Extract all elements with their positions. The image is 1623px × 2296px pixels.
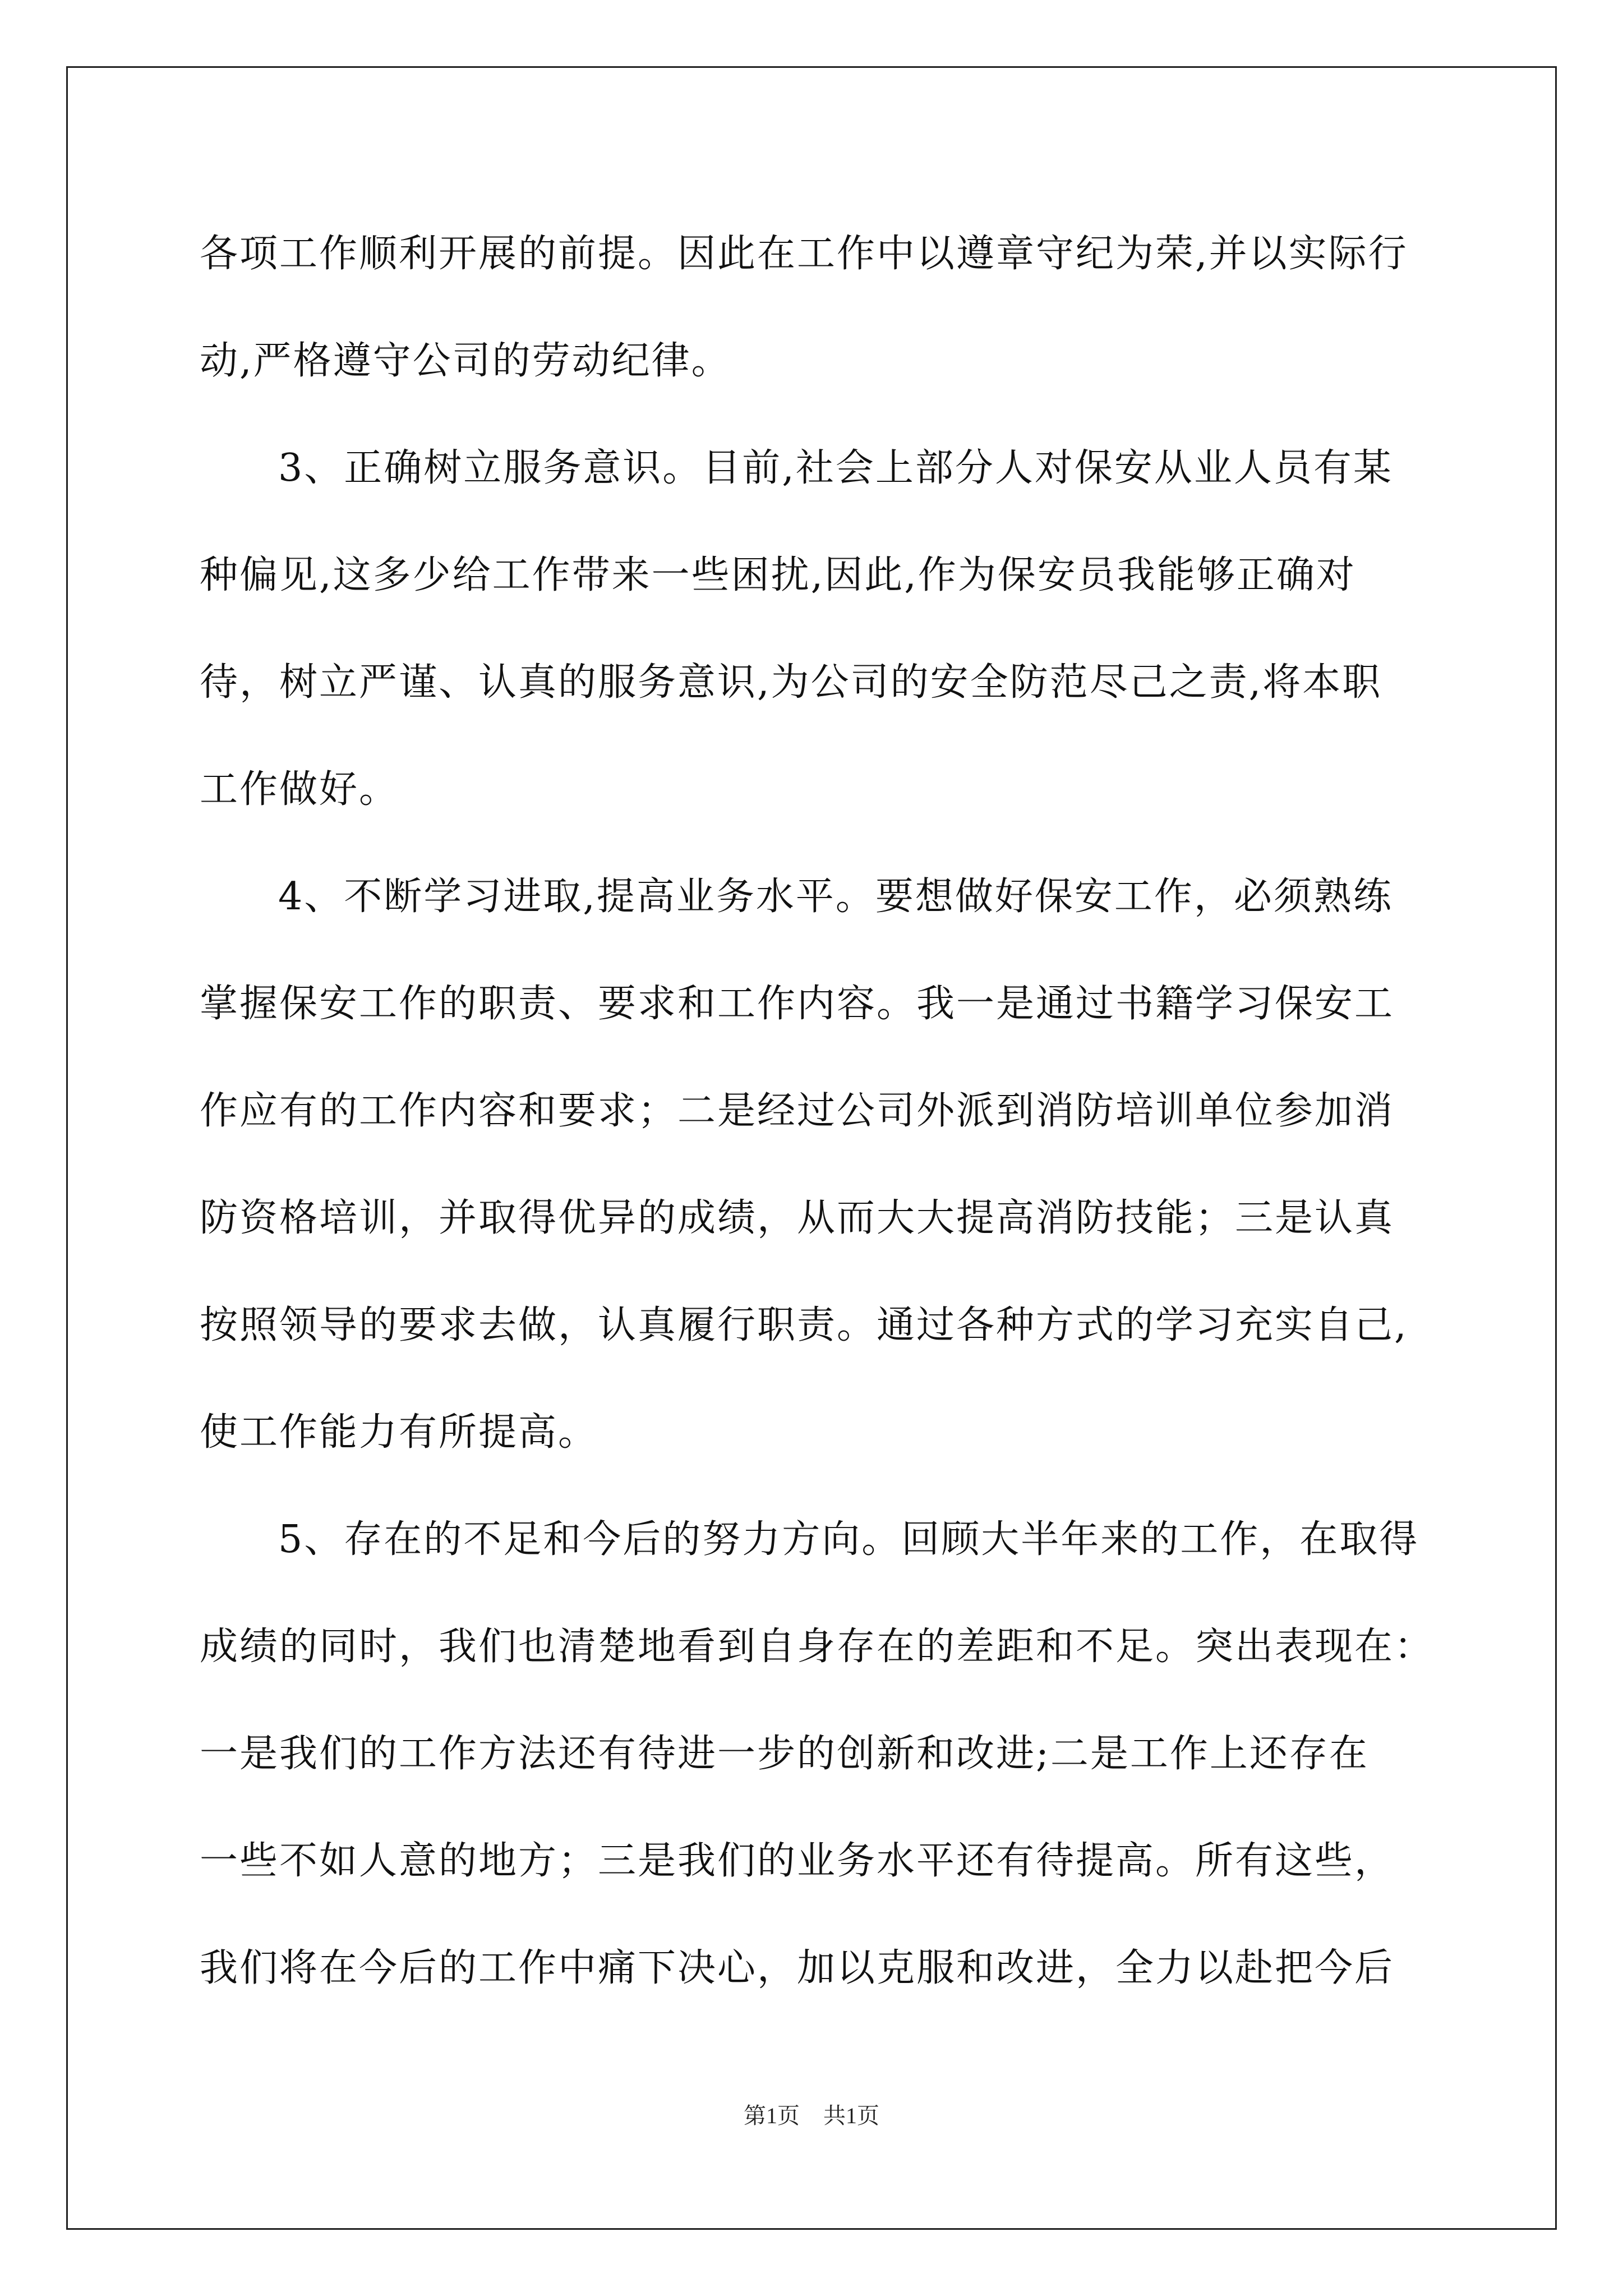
paragraph-start-line: 5、存在的不足和今后的努力方向。回顾大半年来的工作，在取得 (278, 1517, 1419, 1562)
text-line: 一些不如人意的地方；三是我们的业务水平还有待提高。所有这些， (200, 1839, 1395, 1883)
text-line: 按照领导的要求去做，认真履行职责。通过各种方式的学习充实自己, (200, 1303, 1408, 1347)
text-line: 防资格培训，并取得优异的成绩，从而大大提高消防技能；三是认真 (200, 1196, 1395, 1240)
text-line: 工作做好。 (200, 767, 399, 812)
page-footer (0, 2098, 1623, 2130)
page-total: 共1页 (823, 2103, 879, 2128)
document-body (200, 200, 1433, 2022)
text-line: 一是我们的工作方法还有待进一步的创新和改进;二是工作上还存在 (200, 1732, 1369, 1776)
text-line: 成绩的同时，我们也清楚地看到自身存在的差距和不足。突出表现在： (200, 1625, 1435, 1669)
text-line: 使工作能力有所提高。 (200, 1410, 598, 1455)
text-line: 作应有的工作内容和要求；二是经过公司外派到消防培训单位参加消 (200, 1089, 1395, 1133)
text-line: 待，树立严谨、认真的服务意识,为公司的安全防范尽己之责,将本职 (200, 660, 1382, 705)
text-line: 种偏见,这多少给工作带来一些困扰,因此,作为保安员我能够正确对 (200, 553, 1356, 597)
page-number: 第1页 (744, 2103, 800, 2128)
paragraph-start-line: 3、正确树立服务意识。目前,社会上部分人对保安从业人员有某 (278, 446, 1393, 490)
text-line: 我们将在今后的工作中痛下决心，加以克服和改进，全力以赴把今后 (200, 1946, 1395, 1990)
text-line: 动,严格遵守公司的劳动纪律。 (200, 339, 731, 383)
text-line: 掌握保安工作的职责、要求和工作内容。我一是通过书籍学习保安工 (200, 982, 1395, 1026)
paragraph-start-line: 4、不断学习进取,提高业务水平。要想做好保安工作，必须熟练 (278, 875, 1393, 919)
text-line: 各项工作顺利开展的前提。因此在工作中以遵章守纪为荣,并以实际行 (200, 232, 1408, 276)
